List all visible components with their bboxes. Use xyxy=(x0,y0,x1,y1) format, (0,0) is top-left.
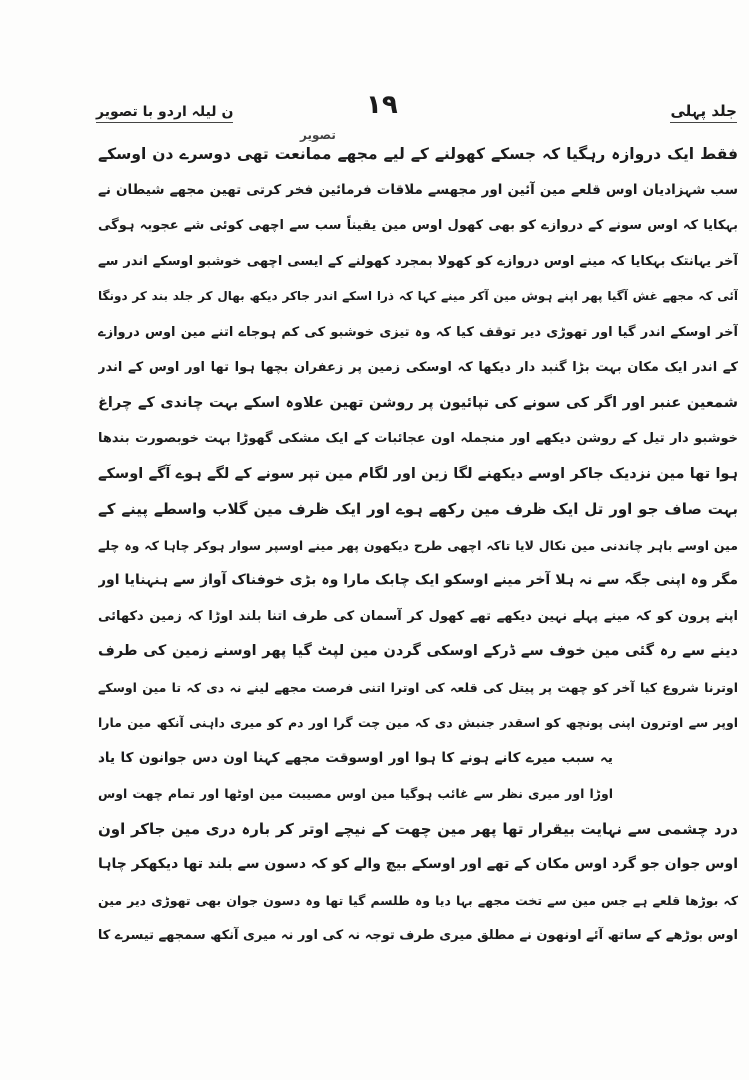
text-line: اوڑا اور میری نظر سے غائب ہوگیا مین اوس مصیبت مین اوٹھا اور تمام چھت اوس xyxy=(98,786,613,801)
text-line: آخر یہانتک بہکایا کہ مینے اوس دروازے کو کھولا بمجرد کھولنے کے ایسی اچھی خوشبو اوسکے اندر سے xyxy=(98,253,738,269)
text-line: دینے سے رہ گئی مین خوف سے ڈرکے اوسکی گردن مین لپٹ گیا پھر اوسنے زمین کی طرف xyxy=(98,643,738,659)
text-line: آئی کہ مجھے غش آگیا پھر اپنے ہوش مین آکر مینے کہا کہ ذرا اسکے اندر جاکر دیکھ بھال کر جلد بند کر دونگا xyxy=(98,289,738,303)
text-line: مگر وہ اپنی جگہ سے نہ ہلا آخر مینے اوسکو ایک چابک مارا وہ بڑی خوفناک آواز سے ہنہنایا اور xyxy=(98,572,738,588)
body-text xyxy=(98,137,738,954)
text-line: کے اندر ایک مکان بہت بڑا گنبد دار دیکھا کہ اوسکی زمین پر زعفران بچھا ہوا تھا اور اوس کے اندر xyxy=(98,360,738,375)
text-line: اوپر سے اوترون اپنی پونچھ کو اسقدر جنبش دی کہ مین چت گرا اور دم کو میری داہنی آنکھ مین مارا xyxy=(98,715,738,730)
text-line: سب شہزادیان اوس قلعے مین آئین اور مجھسے ملاقات فرمائین فخر کرتی تھین مجھے شیطان نے xyxy=(98,181,738,198)
volume-label: جلد پہلی xyxy=(670,102,737,123)
text-line: شمعین عنبر اور اگر کی سونے کی تپائیون پر روشن تھین علاوہ اسکے بہت چاندی کے چراغ xyxy=(98,394,738,411)
text-line: اوس بوڑھے کے ساتھ آئے اونھون نے مطلق میری طرف توجہ نہ کی اور نہ میری آنکھ سمجھے تیسرے کا xyxy=(98,928,738,943)
book-title: ن لیلہ اردو با تصویر xyxy=(96,104,233,123)
text-line: ہوا تھا مین نزدیک جاکر اوسے دیکھنے لگا زین اور لگام مین تپر سونے کے لگے ہوے آگے اوسکے xyxy=(98,465,738,482)
text-line: درد چشمی سے نہایت بیقرار تھا پھر مین چھت کے نیچے اوتر کر بارہ دری مین جاکر اون xyxy=(98,819,738,838)
text-line: مین اوسے باہر چاندنی مین نکال لایا تاکہ اچھی طرح دیکھون پھر مینے اوسپر سوار ہوکر چاہا کہ وہ چلے xyxy=(98,537,738,553)
text-line: بہت صاف جو اور تل ایک ظرف مین رکھے ہوے اور ایک ظرف مین گلاب واسطے پینے کے xyxy=(98,500,738,518)
page-number: ۱۹ xyxy=(366,90,398,120)
text-line: اپنے پرون کو کہ مینے پہلے نہین دیکھے تھے کھول کر آسمان کی طرف اتنا بلند اوڑا کہ زمین دکھائی xyxy=(98,608,738,624)
text-line: کہ بوڑھا قلعے ہے جس مین سے تخت مجھے بہا دیا وہ طلسم گیا تھا وہ دسون جوان بھی تھوڑی دیر مین xyxy=(98,892,738,908)
text-line: اوترنا شروع کیا آخر کو چھت پر پیتل کی قلعہ کی اوترا اتنی فرصت مجھے لینے نہ دی کہ تا مین اوسکے xyxy=(98,679,738,695)
stamp-text: تصویر xyxy=(300,128,336,142)
text-line: اوس جوان جو گرد اوس مکان کے تھے اور اوسکے بیچ والے کو کہ دسون سے بلند تھا دیکھکر چاہا xyxy=(98,856,738,872)
text-line: فقط ایک دروازہ رہگیا کہ جسکے کھولنے کے لیے مجھے ممانعت تھی دوسرے دن اوسکے xyxy=(98,145,738,163)
text-line: آخر اوسکے اندر گیا اور تھوڑی دیر توقف کیا کہ وہ تیزی خوشبو کی کم ہوجاے اتنے مین اوس دروازے xyxy=(98,324,738,340)
text-line: خوشبو دار تیل کے روشن دیکھے اور منجملہ اون عجائبات کے ایک مشکی گھوڑا بہت خوبصورت بندھا xyxy=(98,431,738,446)
text-line: بہکایا کہ اوس سونے کے دروازے کو بھی کھول اوس مین یقیناً سب سے اچھی کوئی شے عجوبہ ہوگی xyxy=(98,218,738,233)
text-line: یہ سبب میرے کانے ہونے کا ہوا اور اوسوقت مجھے کہنا اون دس جوانون کا یاد xyxy=(98,749,613,766)
